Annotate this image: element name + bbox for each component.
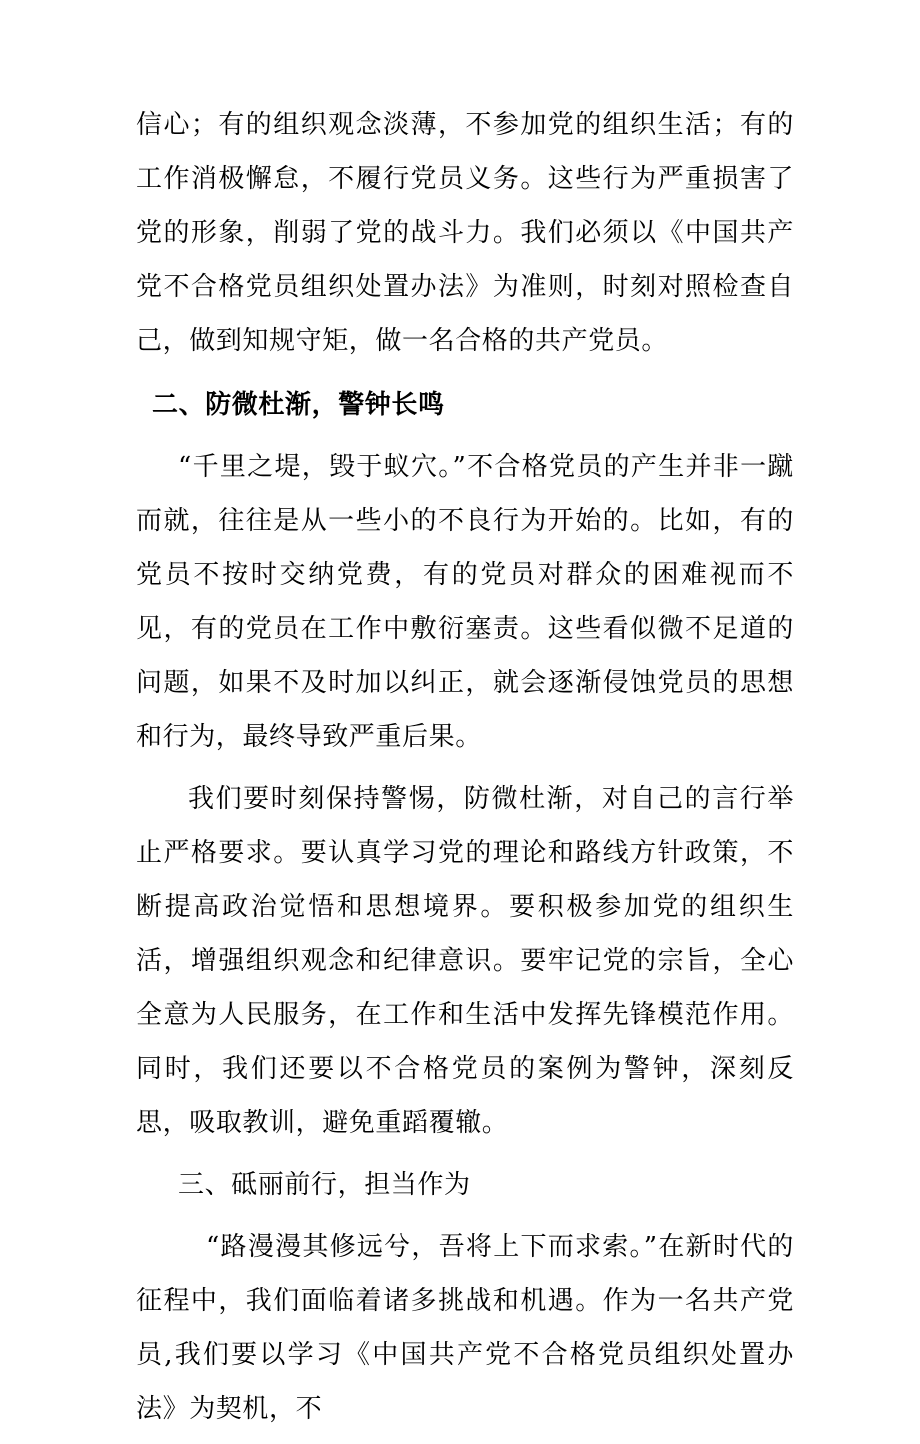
paragraph-vigilance: 我们要时刻保持警惕，防微杜渐，对自己的言行举止严格要求。要认真学习党的理论和路线方针政策，不断提高政治觉悟和思想境界。要积极参加党的组织生活，增强组织观念和纪律意识。要牢记党的宗旨，全心全意为人民服务，在工作和生活中发挥先锋模范作用。同时，我们还要以不合格党员的案例为警钟，深刻反思，吸取教训，避免重蹈覆辙。 xyxy=(136,784,794,1138)
section-heading-3: 三、砥丽前行，担当作为 xyxy=(178,1170,471,1200)
section-heading-2: 二、防微杜渐，警钟长鸣 xyxy=(152,390,445,420)
paragraph-quote-1: “千里之堤，毁于蚁穴。”不合格党员的产生并非一蹴而就，往往是从一些小的不良行为开始的。比如，有的党员不按时交纳党费，有的党员对群众的困难视而不见，有的党员在工作中敷衍塞责。这些看似微不足道的问题，如果不及时加以纠正，就会逐渐侵蚀党员的思想和行为，最终导致严重后果。 xyxy=(136,452,794,752)
document-page xyxy=(136,98,794,1444)
paragraph-continuation: 信心；有的组织观念淡薄，不参加党的组织生活；有的工作消极懈怠，不履行党员义务。这些行为严重损害了党的形象，削弱了党的战斗力。我们必须以《中国共产党不合格党员组织处置办法》为准则，时刻对照检查自己，做到知规守矩，做一名合格的共产党员。 xyxy=(136,110,794,356)
paragraph-quote-2: “路漫漫其修远兮，吾将上下而求索。”在新时代的征程中，我们面临着诸多挑战和机遇。作为一名共产党员,我们要以学习《中国共产党不合格党员组织处置办法》为契机，不 xyxy=(136,1232,794,1424)
